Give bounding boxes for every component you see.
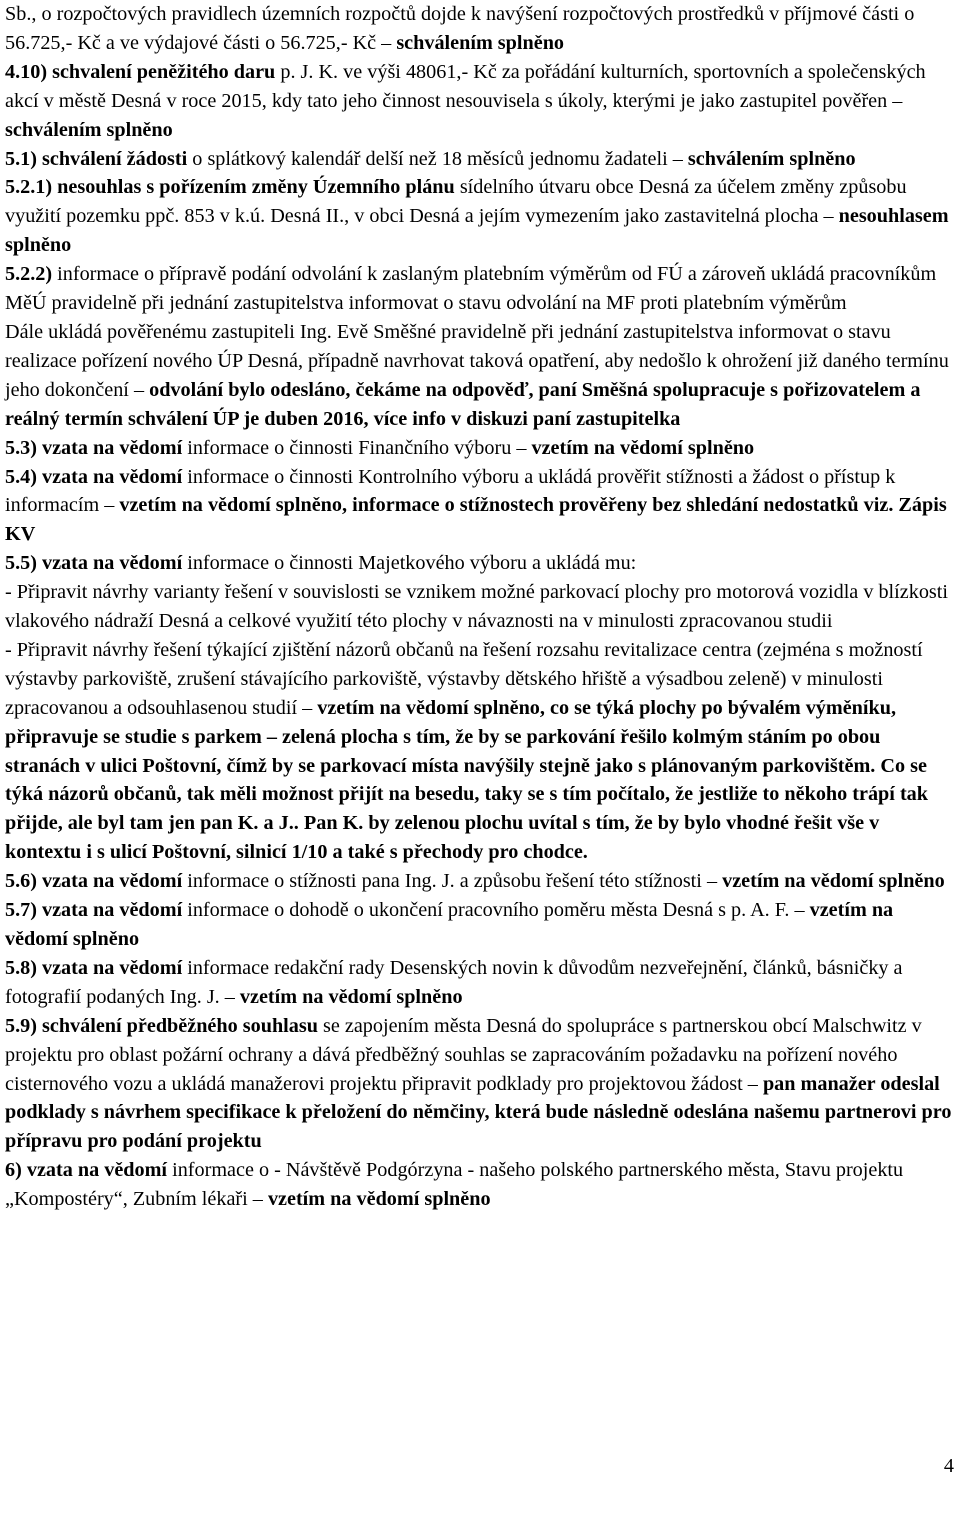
paragraph-4-10 — [5, 58, 957, 145]
resolution-status: pan manažer odeslal podklady s návrhem specifikace k přeložení do němčiny, která bude následně odeslána našemu partnerovi pro přípravu pro podání projektu — [5, 1072, 952, 1153]
text-segment: informace o činnosti Kontrolního výboru a ukládá prověřit stížnosti a žádost o přístup k informacím – — [5, 465, 896, 517]
paragraph-5-8 — [5, 954, 957, 1012]
text-segment: informace redakční rady Desenských novin k důvodům nezveřejnění, článků, básničky a fotografií podaných Ing. J. – — [5, 956, 903, 1008]
paragraph-5-6 — [5, 867, 957, 896]
item-heading: 6) vzata na vědomí — [5, 1159, 168, 1182]
page-number: 4 — [943, 1455, 954, 1477]
item-heading: 5.4) vzata na vědomí — [5, 465, 183, 488]
resolution-status: odvolání bylo odesláno, čekáme na odpověď, paní Směšná spolupracuje s pořizovatelem a reálný termín schválení ÚP je duben 2016, více info v diskuzi paní zastupitelka — [5, 378, 921, 430]
item-heading: 5.2.2) — [5, 263, 53, 286]
paragraph-5-5 — [5, 549, 957, 578]
text-segment: p. J. K. ve výši 48061,- Kč za pořádání kulturních, sportovních a společenských akcí v městě Desná v roce 2015, kdy tato jeho činnost nesouvisela s úkoly, kterými je jako zastupitel pověřen – — [5, 60, 926, 112]
paragraph-5-5-task-1 — [5, 578, 957, 636]
paragraph-5-7 — [5, 896, 957, 954]
text-segment: sídelního útvaru obce Desná za účelem změny způsobu využití pozemku ppč. 853 v k.ú. Desná II., v obci Desná a jejím vymezením jako zastavitelná plocha – — [5, 176, 907, 228]
item-heading: 4.10) schvalení peněžitého daru — [5, 60, 276, 83]
resolution-status: vzetím na vědomí splněno, informace o stížnostech prověřeny bez shledání nedostatků viz. Zápis KV — [5, 494, 947, 546]
resolution-status: vzetím na vědomí splněno — [267, 1188, 491, 1211]
paragraph-5-2-1 — [5, 173, 957, 260]
text-segment: Dále ukládá pověřenému zastupiteli Ing. Evě Směšné pravidelně při jednání zastupitelstva informovat o stavu realizace pořízení nového ÚP Desná, případně navrhovat taková opatření, aby nedošlo k ohrožení již daného termínu jeho dokončení – — [5, 320, 949, 401]
paragraph-6 — [5, 1156, 957, 1214]
text-segment: informace o činnosti Finančního výboru – — [182, 436, 532, 459]
item-heading: 5.6) vzata na vědomí — [5, 870, 183, 893]
resolution-status: vzetím na vědomí splněno — [239, 985, 463, 1008]
text-segment: informace o činnosti Majetkového výboru a ukládá mu: — [182, 552, 637, 575]
text-segment: informace o přípravě podání odvolání k zaslaným platebním výměrům od FÚ a zároveň ukládá pracovníkům MěÚ pravidelně při jednání zastupitelstva informovat o stavu odvolání na MF proti platebním výměrům — [5, 263, 937, 315]
resolution-status: vzetím na vědomí splněno — [722, 870, 945, 893]
item-heading: 5.3) vzata na vědomí — [5, 436, 183, 459]
item-heading: 5.8) vzata na vědomí — [5, 956, 183, 979]
paragraph-5-9 — [5, 1012, 957, 1157]
resolution-status: schválením splněno — [687, 147, 856, 170]
text-segment: - Připravit návrhy řešení týkající zjištění názorů občanů na řešení rozsahu revitalizace centra (zejména s možností výstavby parkoviště, zrušení stávajícího parkoviště, výstavby dětského hřiště a výsadbou zeleně) v minulosti zpracovanou a odsouhlasenou studií – — [5, 638, 923, 719]
item-heading: 5.7) vzata na vědomí — [5, 899, 183, 922]
paragraph-5-3 — [5, 434, 957, 463]
item-heading: 5.9) schválení předběžného souhlasu — [5, 1014, 318, 1037]
paragraph-5-1 — [5, 145, 957, 174]
item-heading: 5.2.1) nesouhlas s pořízením změny Územního plánu — [5, 176, 455, 199]
resolution-status: nesouhlasem splněno — [5, 205, 949, 257]
paragraph-5-4 — [5, 463, 957, 550]
resolution-status: vzetím na vědomí splněno, co se týká plochy po bývalém výměníku, připravuje se studie s parkem – zelená plocha s tím, že by se parkování řešilo kolmým stáním po obou stranách v ulici Poštovní, čímž by se parkovací místa navýšily stejně jako s plánovaným parkovištěm. Co se týká názorů občanů, tak měli možnost přijít na besedu, taky se s tím počítalo, že jestliže to někoho trápí tak přijde, ale byl tam jen pan K. a J.. Pan K. by zelenou plochu uvítal s tím, že by bylo vhodné řešit vše v kontextu i s ulicí Poštovní, silnicí 1/10 a také s přechody pro chodce. — [5, 696, 928, 864]
text-segment: informace o stížnosti pana Ing. J. a způsobu řešení této stížnosti – — [182, 870, 723, 893]
text-segment: Sb., o rozpočtových pravidlech územních rozpočtů dojde k navýšení rozpočtových prostředků v příjmové části o 56.725,- Kč a ve výdajové části o 56.725,- Kč – — [5, 3, 915, 54]
item-heading: 5.5) vzata na vědomí — [5, 552, 183, 575]
resolution-status: schválením splněno — [396, 31, 565, 54]
paragraph-budget-continuation — [5, 0, 957, 58]
resolution-status: schválením splněno — [5, 118, 173, 141]
paragraph-5-2-2 — [5, 260, 957, 318]
text-segment: informace o dohodě o ukončení pracovního poměru města Desná s p. A. F. – — [182, 899, 810, 922]
text-segment: se zapojením města Desná do spolupráce s partnerskou obcí Malschwitz v projektu pro oblast požární ochrany a dává předběžný souhlas se zapracováním požadavku na pořízení nového cisternového vozu a ukládá manažerovi projektu připravit podklady pro projektovou žádost – — [5, 1014, 922, 1095]
resolution-status: vzetím na vědomí splněno — [5, 899, 894, 950]
resolution-status: vzetím na vědomí splněno — [531, 436, 755, 459]
paragraph-5-5-task-2 — [5, 636, 957, 867]
text-segment: - Připravit návrhy varianty řešení v souvislosti se vznikem možné parkovací plochy pro motorová vozidla v blízkosti vlakového nádraží Desná a celkové využití této plochy v návaznosti na v minulosti zpracovanou studii — [5, 581, 948, 633]
item-heading: 5.1) schválení žádosti — [5, 147, 188, 170]
text-segment: o splátkový kalendář delší než 18 měsíců jednomu žadateli – — [187, 147, 688, 170]
text-segment: informace o - Návštěvě Podgórzyna - našeho polského partnerského města, Stavu projektu „Kompostéry“, Zubním lékaři – — [5, 1159, 904, 1211]
document-body — [5, 0, 957, 1214]
paragraph-5-2-2-continued — [5, 318, 957, 434]
